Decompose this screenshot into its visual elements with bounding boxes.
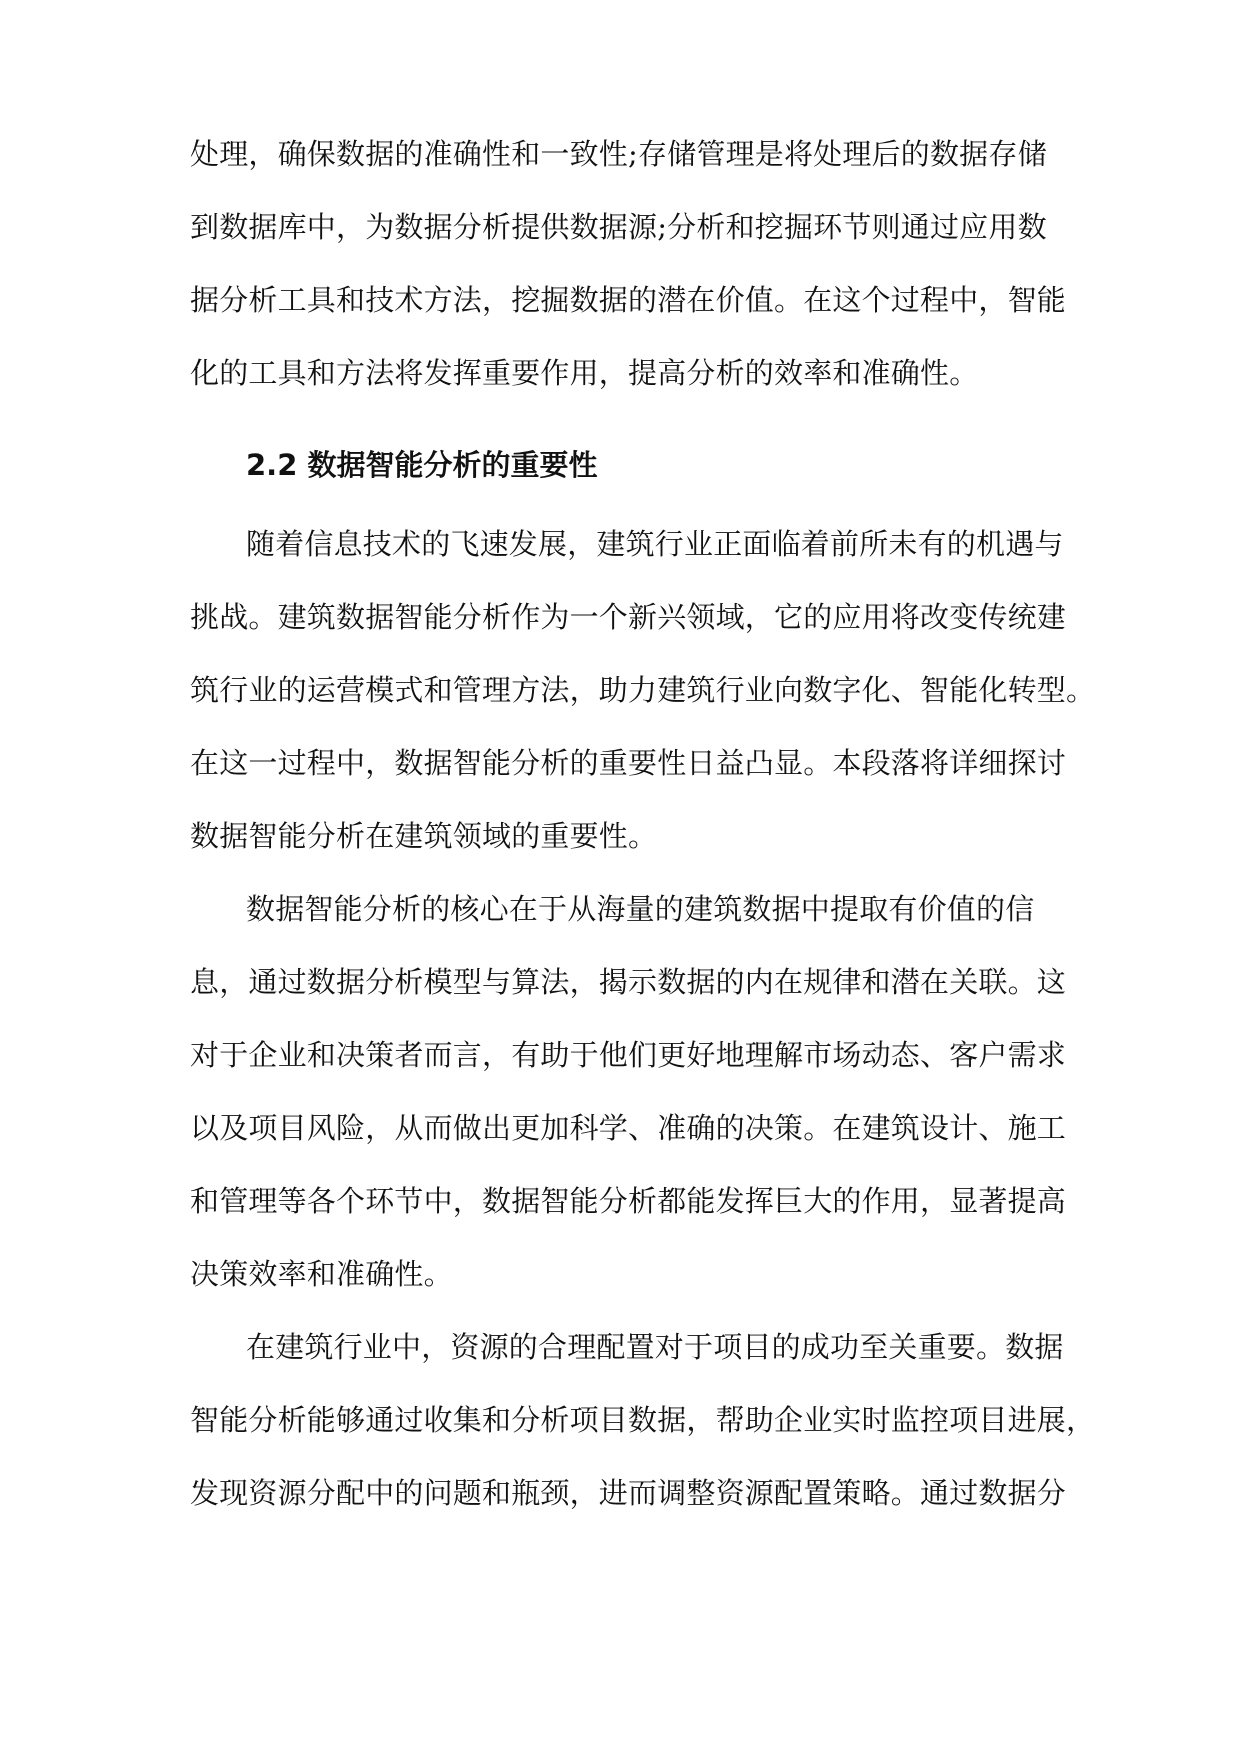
section-heading: 2.2 数据智能分析的重要性 — [246, 448, 598, 482]
text-line: 随着信息技术的飞速发展，建筑行业正面临着前所未有的机遇与 — [246, 527, 1064, 561]
text-line: 数据智能分析在建筑领域的重要性。 — [190, 819, 658, 853]
text-line: 到数据库中，为数据分析提供数据源;分析和挖掘环节则通过应用数 — [190, 210, 1047, 244]
text-line: 在建筑行业中，资源的合理配置对于项目的成功至关重要。数据 — [246, 1330, 1064, 1364]
text-line: 挑战。建筑数据智能分析作为一个新兴领域，它的应用将改变传统建 — [190, 600, 1067, 634]
text-line: 息，通过数据分析模型与算法，揭示数据的内在规律和潜在关联。这 — [190, 965, 1067, 999]
text-line: 据分析工具和技术方法，挖掘数据的潜在价值。在这个过程中，智能 — [190, 283, 1067, 317]
text-line: 和管理等各个环节中，数据智能分析都能发挥巨大的作用，显著提高 — [190, 1184, 1067, 1218]
text-line: 决策效率和准确性。 — [190, 1257, 453, 1291]
text-line: 在这一过程中，数据智能分析的重要性日益凸显。本段落将详细探讨 — [190, 746, 1067, 780]
text-line: 对于企业和决策者而言，有助于他们更好地理解市场动态、客户需求 — [190, 1038, 1067, 1072]
text-line: 以及项目风险，从而做出更加科学、准确的决策。在建筑设计、施工 — [190, 1111, 1067, 1145]
text-line: 数据智能分析的核心在于从海量的建筑数据中提取有价值的信 — [246, 892, 1035, 926]
text-line: 发现资源分配中的问题和瓶颈，进而调整资源配置策略。通过数据分 — [190, 1476, 1067, 1510]
text-line: 处理，确保数据的准确性和一致性;存储管理是将处理后的数据存储 — [190, 137, 1047, 171]
text-line: 化的工具和方法将发挥重要作用，提高分析的效率和准确性。 — [190, 356, 979, 390]
text-line: 智能分析能够通过收集和分析项目数据，帮助企业实时监控项目进展， — [190, 1403, 1096, 1437]
text-line: 筑行业的运营模式和管理方法，助力建筑行业向数字化、智能化转型。 — [190, 673, 1096, 707]
